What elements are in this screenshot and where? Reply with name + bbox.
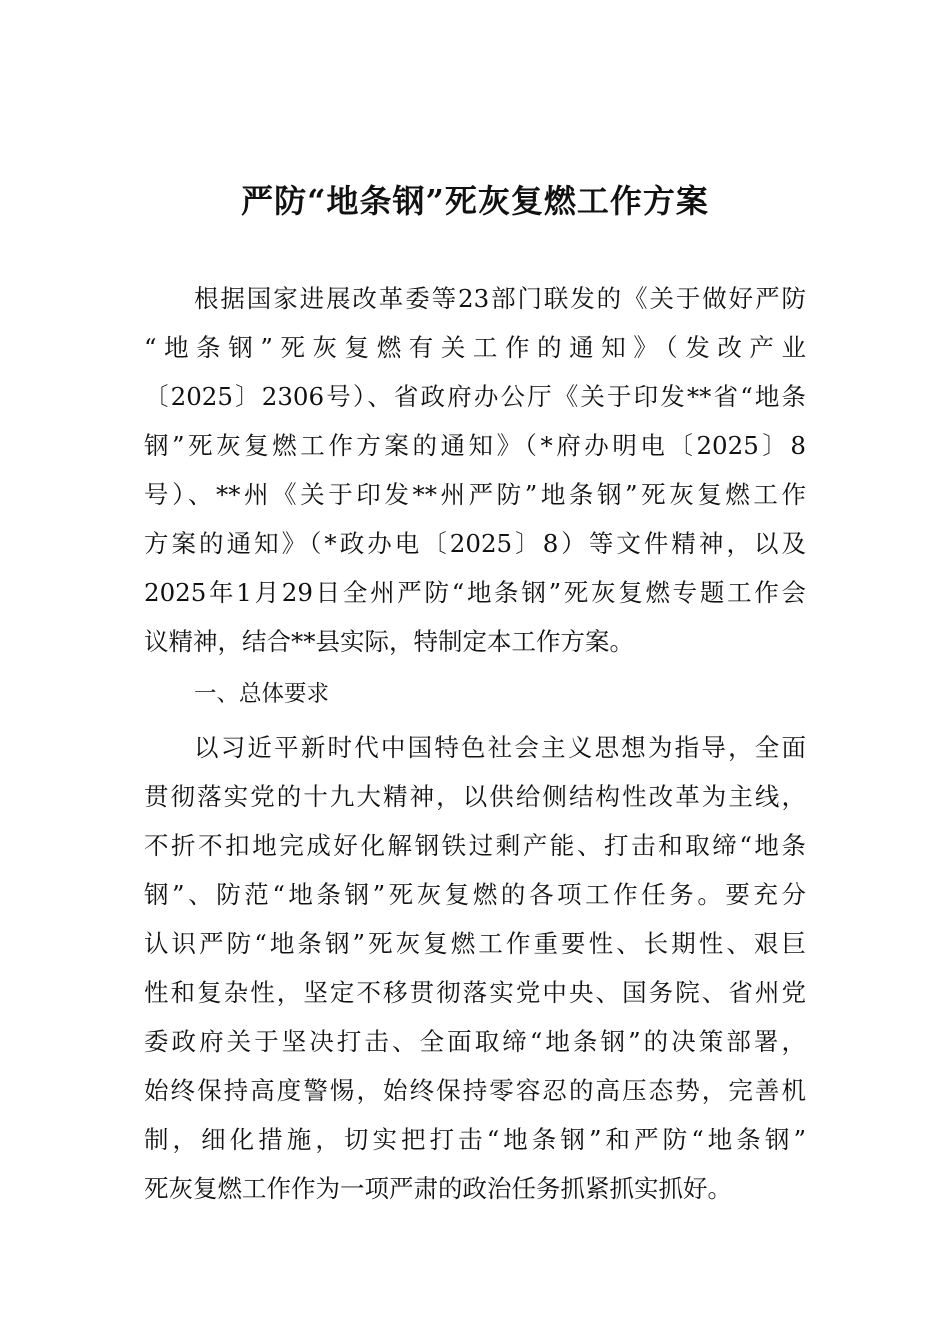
document-body bbox=[144, 274, 806, 1213]
paragraph-line: 始终保持高度警惕，始终保持零容忍的高压态势，完善机 bbox=[144, 1076, 806, 1105]
paragraph-requirements bbox=[144, 723, 806, 1213]
paragraph-line: 委政府关于坚决打击、全面取缔“地条钢”的决策部署， bbox=[144, 1027, 806, 1056]
document-title: 严防“地条钢”死灰复燃工作方案 bbox=[241, 182, 709, 220]
paragraph-line: 议精神，结合**县实际，特制定本工作方案。 bbox=[144, 627, 634, 656]
paragraph-line: 制，细化措施，切实把打击“地条钢”和严防“地条钢” bbox=[144, 1125, 806, 1154]
paragraph-line: 死灰复燃工作作为一项严肃的政治任务抓紧抓实抓好。 bbox=[144, 1174, 732, 1203]
paragraph-line: 认识严防“地条钢”死灰复燃工作重要性、长期性、艰巨 bbox=[144, 929, 806, 958]
paragraph-basis bbox=[144, 274, 806, 666]
paragraph-line: 根据国家进展改革委等23部门联发的《关于做好严防 bbox=[194, 284, 806, 313]
paragraph-line: 钢”死灰复燃工作方案的通知》（*府办明电〔2025〕8 bbox=[144, 431, 806, 460]
paragraph-line: 钢”、防范“地条钢”死灰复燃的各项工作任务。要充分 bbox=[144, 880, 806, 909]
paragraph-line: “地条钢”死灰复燃有关工作的通知》（发改产业 bbox=[144, 333, 806, 362]
paragraph-line: 贯彻落实党的十九大精神，以供给侧结构性改革为主线， bbox=[144, 782, 806, 811]
paragraph-line: 不折不扣地完成好化解钢铁过剩产能、打击和取缔“地条 bbox=[144, 831, 806, 860]
paragraph-line: 2025年1月29日全州严防“地条钢”死灰复燃专题工作会 bbox=[144, 578, 806, 607]
paragraph-line: 以习近平新时代中国特色社会主义思想为指导，全面 bbox=[194, 733, 806, 762]
paragraph-line: 性和复杂性，坚定不移贯彻落实党中央、国务院、省州党 bbox=[144, 978, 806, 1007]
paragraph-line: 号）、**州《关于印发**州严防”地条钢”死灰复燃工作 bbox=[144, 480, 806, 509]
paragraph-line: 〔2025〕2306号）、省政府办公厅《关于印发**省“地条 bbox=[144, 382, 806, 411]
section-heading: 一、总体要求 bbox=[194, 681, 330, 707]
paragraph-line: 方案的通知》（*政办电〔2025〕8）等文件精神，以及 bbox=[144, 529, 806, 558]
